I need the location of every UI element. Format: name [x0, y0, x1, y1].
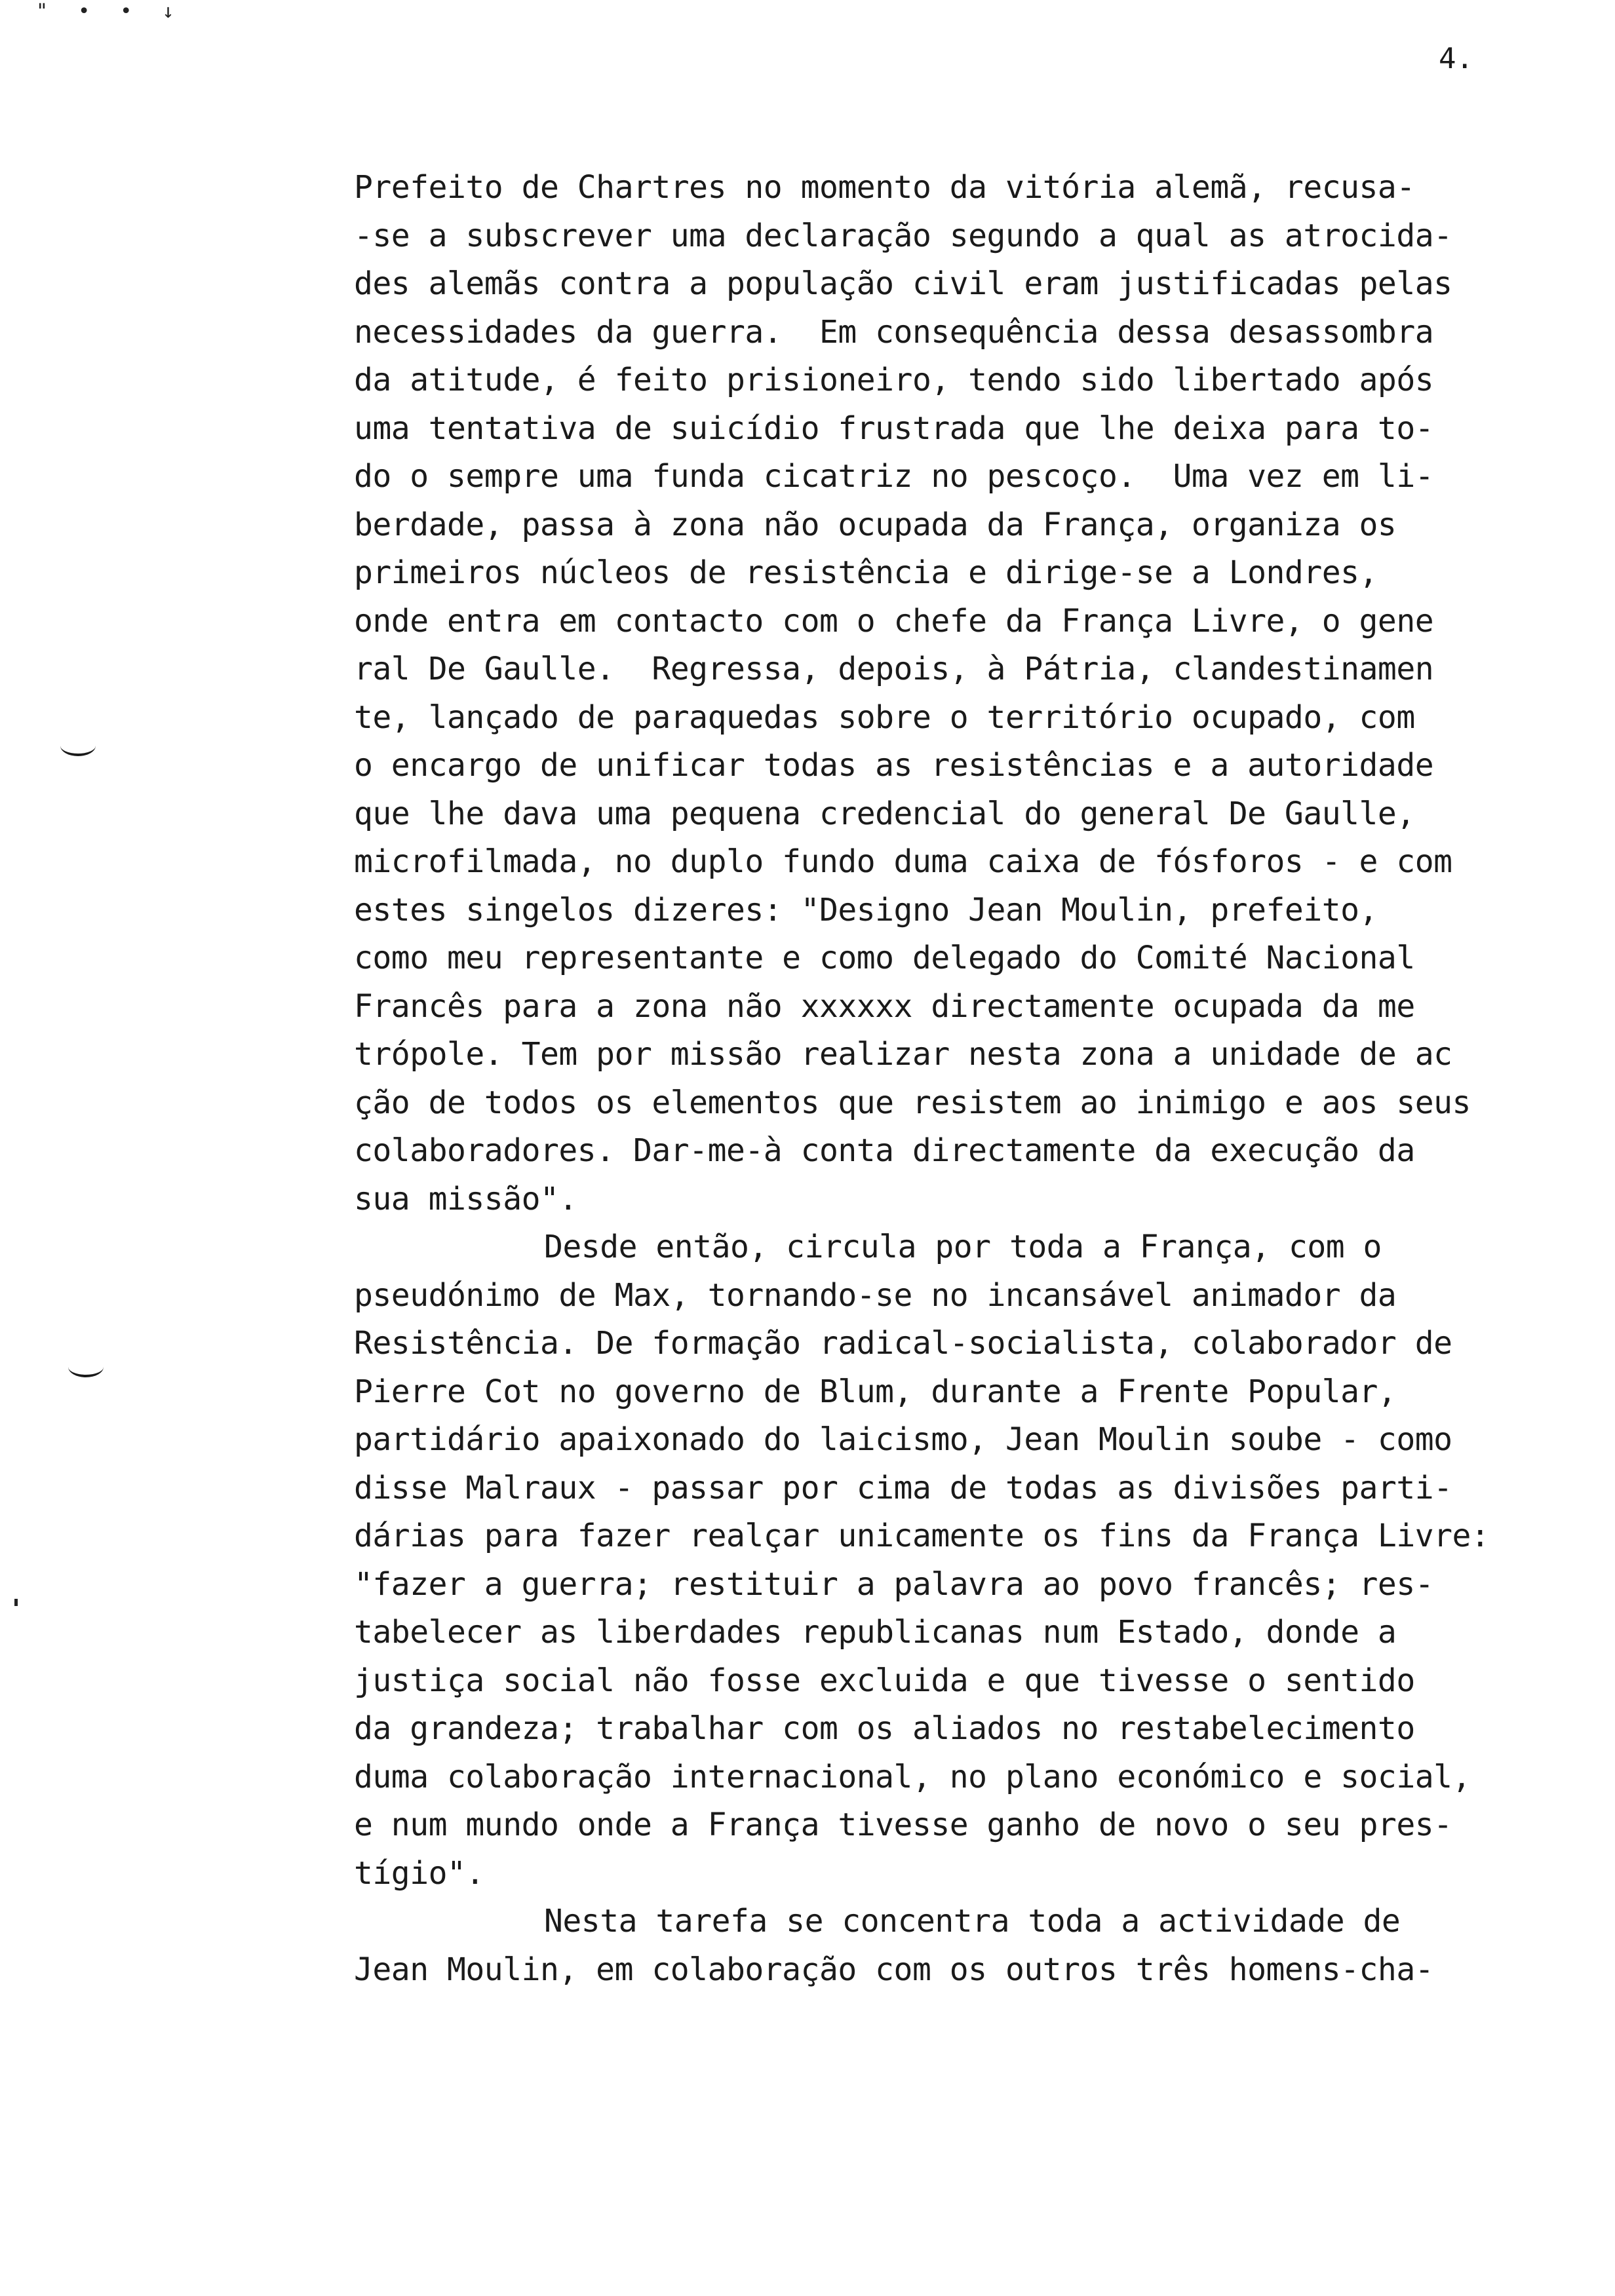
margin-mark: [68, 1356, 104, 1377]
page-number: 4.: [1439, 42, 1473, 75]
text-line: justiça social não fosse excluida e que tivesse o sentido: [354, 1662, 1415, 1699]
text-line: e num mundo onde a França tivesse ganho de novo o seu pres-: [354, 1807, 1452, 1843]
text-line: colaboradores. Dar-me-à conta directamente da execução da: [354, 1132, 1415, 1169]
margin-mark: [60, 735, 96, 756]
text-line: que lhe dava uma pequena credencial do general De Gaulle,: [354, 795, 1415, 832]
text-line: Prefeito de Chartres no momento da vitória alemã, recusa-: [354, 169, 1415, 206]
text-line: Resistência. De formação radical-socialista, colaborador de: [354, 1325, 1452, 1362]
text-line: o encargo de unificar todas as resistências e a autoridade: [354, 747, 1434, 784]
body-text: [354, 164, 1599, 1994]
text-line: tabelecer as liberdades republicanas num Estado, donde a: [354, 1614, 1397, 1651]
text-line: dárias para fazer realçar unicamente os fins da França Livre:: [354, 1518, 1490, 1554]
corner-marks: " • • ↓: [36, 0, 184, 23]
text-line: ção de todos os elementos que resistem ao inimigo e aos seus: [354, 1084, 1471, 1121]
text-line: "fazer a guerra; restituir a palavra ao povo francês; res-: [354, 1565, 1434, 1603]
paragraph-start-line: Nesta tarefa se concentra toda a actividade de: [544, 1903, 1401, 1940]
text-line: da atitude, é feito prisioneiro, tendo sido libertado após: [354, 362, 1434, 398]
text-line: estes singelos dizeres: "Designo Jean Moulin, prefeito,: [354, 891, 1378, 928]
text-line: Pierre Cot no governo de Blum, durante a Frente Popular,: [354, 1373, 1397, 1410]
text-line: berdade, passa à zona não ocupada da França, organiza os: [354, 506, 1397, 543]
text-line: partidário apaixonado do laicismo, Jean Moulin soube - como: [354, 1421, 1452, 1458]
margin-dot: [14, 1599, 18, 1606]
text-line: do o sempre uma funda cicatriz no pescoço. Uma vez em li-: [354, 458, 1434, 495]
text-line: disse Malraux - passar por cima de todas as divisões parti-: [354, 1469, 1452, 1506]
text-line: ral De Gaulle. Regressa, depois, à Pátria, clandestinamen: [354, 651, 1434, 687]
text-line: da grandeza; trabalhar com os aliados no restabelecimento: [354, 1710, 1415, 1747]
text-line: duma colaboração internacional, no plano económico e social,: [354, 1758, 1471, 1795]
text-line: trópole. Tem por missão realizar nesta zona a unidade de ac: [354, 1036, 1452, 1073]
text-line: sua missão".: [354, 1180, 577, 1217]
text-line: -se a subscrever uma declaração segundo a qual as atrocida-: [354, 217, 1452, 254]
text-line: te, lançado de paraquedas sobre o território ocupado, com: [354, 698, 1415, 736]
text-line: onde entra em contacto com o chefe da França Livre, o gene: [354, 602, 1434, 640]
paragraph-start-line: Desde então, circula por toda a França, com o: [544, 1229, 1382, 1265]
text-line: uma tentativa de suicídio frustrada que lhe deixa para to-: [354, 410, 1434, 447]
text-line: como meu representante e como delegado do Comité Nacional: [354, 940, 1415, 976]
text-line: microfilmada, no duplo fundo duma caixa de fósforos - e com: [354, 843, 1452, 880]
text-line: des alemãs contra a população civil eram justificadas pelas: [354, 265, 1452, 302]
text-line: tígio".: [354, 1854, 484, 1892]
text-line: primeiros núcleos de resistência e dirige-se a Londres,: [354, 554, 1378, 591]
text-line: Francês para a zona não xxxxxx directamente ocupada da me: [354, 987, 1415, 1025]
text-line: pseudónimo de Max, tornando-se no incansável animador da: [354, 1276, 1397, 1314]
text-line: necessidades da guerra. Em consequência dessa desassombra: [354, 313, 1434, 351]
text-line: Jean Moulin, em colaboração com os outros três homens-cha-: [354, 1951, 1434, 1988]
